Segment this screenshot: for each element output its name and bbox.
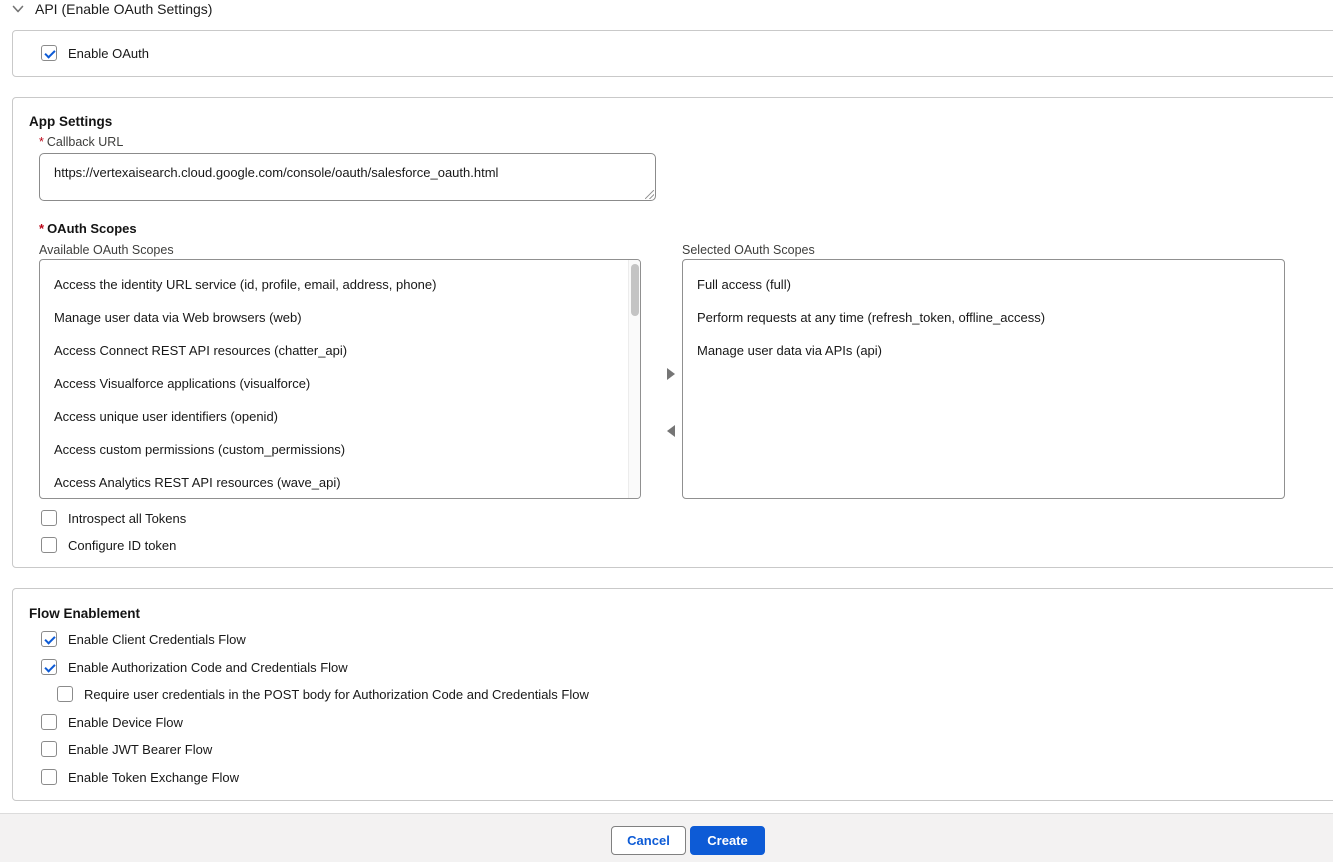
scope-option[interactable]: Access unique user identifiers (openid) <box>54 409 279 424</box>
flow-enablement-heading: Flow Enablement <box>29 606 141 621</box>
footer-bar <box>0 813 1333 862</box>
client-credentials-flow-row[interactable] <box>41 631 246 647</box>
scope-option[interactable]: Access custom permissions (custom_permissions) <box>54 442 346 457</box>
create-button[interactable]: Create <box>690 826 765 855</box>
enable-oauth-label: Enable OAuth <box>68 45 149 61</box>
device-flow-checkbox[interactable] <box>41 714 57 730</box>
jwt-bearer-flow-checkbox[interactable] <box>41 741 57 757</box>
scope-option[interactable]: Manage user data via APIs (api) <box>697 343 882 358</box>
arrow-left-icon <box>667 425 675 437</box>
introspect-tokens-label: Introspect all Tokens <box>68 510 187 526</box>
checkbox-label: Enable Client Credentials Flow <box>68 631 246 647</box>
configure-id-token-row[interactable] <box>41 537 176 553</box>
callback-url-input[interactable] <box>39 153 656 201</box>
configure-id-token-checkbox[interactable] <box>41 537 57 553</box>
cancel-button[interactable]: Cancel <box>611 826 686 855</box>
scope-option[interactable]: Access Connect REST API resources (chatter_api) <box>54 343 348 358</box>
selected-scopes-label: Selected OAuth Scopes <box>682 243 815 257</box>
introspect-tokens-checkbox[interactable] <box>41 510 57 526</box>
enable-oauth-checkbox[interactable] <box>41 45 57 61</box>
client-credentials-flow-checkbox[interactable] <box>41 631 57 647</box>
scope-option[interactable]: Access Visualforce applications (visualforce) <box>54 376 311 391</box>
flow-enablement-panel <box>12 588 1333 801</box>
scrollbar-thumb[interactable] <box>631 264 639 316</box>
selected-scopes-list <box>683 260 1284 367</box>
available-scopes-listbox[interactable] <box>39 259 641 499</box>
arrow-right-icon <box>667 368 675 380</box>
scrollbar[interactable] <box>628 260 640 498</box>
enable-oauth-row[interactable] <box>41 45 149 61</box>
auth-code-credentials-flow-checkbox[interactable] <box>41 659 57 675</box>
require-user-credentials-checkbox[interactable] <box>57 686 73 702</box>
device-flow-row[interactable] <box>41 714 183 730</box>
scope-option[interactable]: Perform requests at any time (refresh_token, offline_access) <box>697 310 1046 325</box>
introspect-tokens-row[interactable] <box>41 510 186 526</box>
jwt-bearer-flow-row[interactable] <box>41 741 212 757</box>
chevron-down-icon[interactable] <box>10 1 26 17</box>
move-left-button[interactable] <box>663 423 679 439</box>
scope-option[interactable]: Access Analytics REST API resources (wave_api) <box>54 475 341 490</box>
require-user-credentials-row[interactable] <box>57 686 589 702</box>
checkbox-label: Require user credentials in the POST body for Authorization Code and Credentials Flow <box>84 686 589 702</box>
token-exchange-flow-row[interactable] <box>41 769 239 785</box>
enable-oauth-panel <box>12 30 1333 77</box>
oauth-scopes-label: * OAuth Scopes <box>39 221 137 236</box>
section-header[interactable] <box>10 0 212 18</box>
token-exchange-flow-checkbox[interactable] <box>41 769 57 785</box>
configure-id-token-label: Configure ID token <box>68 537 177 553</box>
checkbox-label: Enable JWT Bearer Flow <box>68 741 213 757</box>
checkbox-label: Enable Device Flow <box>68 714 183 730</box>
scope-option[interactable]: Manage user data via Web browsers (web) <box>54 310 302 325</box>
checkbox-label: Enable Authorization Code and Credentials Flow <box>68 659 348 675</box>
required-asterisk: * <box>39 135 44 149</box>
scope-option[interactable]: Access the identity URL service (id, profile, email, address, phone) <box>54 277 437 292</box>
move-right-button[interactable] <box>663 366 679 382</box>
app-settings-heading: App Settings <box>29 114 113 129</box>
app-settings-panel <box>12 97 1333 568</box>
checkbox-label: Enable Token Exchange Flow <box>68 769 240 785</box>
auth-code-credentials-flow-row[interactable] <box>41 659 348 675</box>
section-title: API (Enable OAuth Settings) <box>35 1 213 17</box>
callback-url-label: * Callback URL <box>39 135 124 149</box>
selected-scopes-listbox[interactable] <box>682 259 1285 499</box>
required-asterisk: * <box>39 221 45 236</box>
available-scopes-label: Available OAuth Scopes <box>39 243 174 257</box>
available-scopes-list <box>40 260 640 499</box>
scope-option[interactable]: Full access (full) <box>697 277 791 292</box>
